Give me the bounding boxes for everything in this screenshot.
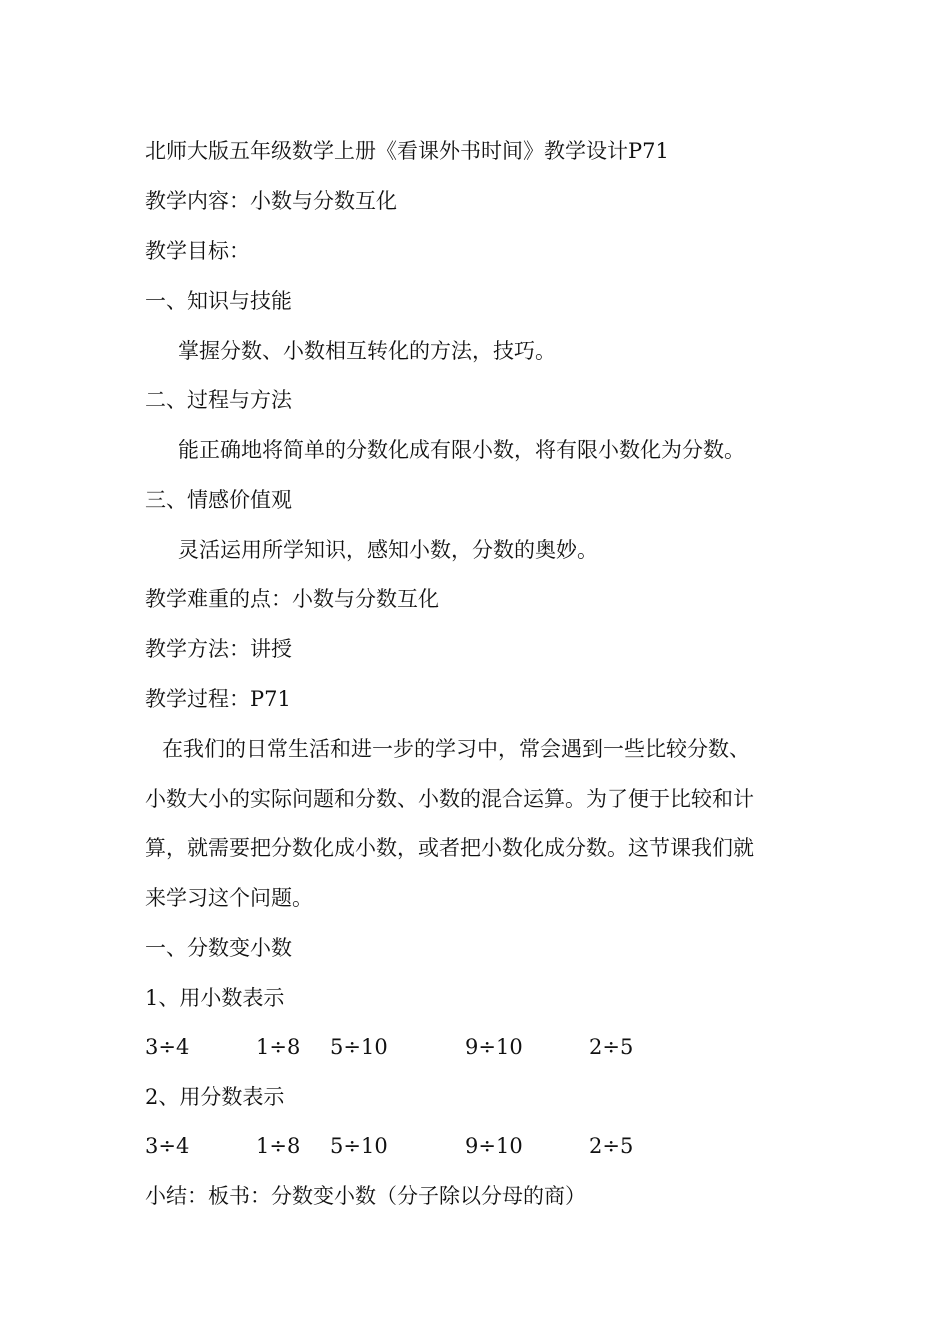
summary-line: 小结：板书：分数变小数（分子除以分母的商） (145, 1184, 586, 1208)
intro-line-2: 小数大小的实际问题和分数、小数的混合运算。为了便于比较和计 (145, 787, 754, 811)
content-line: 教学内容：小数与分数互化 (145, 189, 397, 213)
item2-expressions (0, 1131, 950, 1161)
expression: 2÷5 (589, 1134, 634, 1158)
expression: 2÷5 (589, 1035, 634, 1059)
expression: 3÷4 (145, 1035, 190, 1059)
item2-heading: 2、用分数表示 (145, 1085, 285, 1109)
section1-heading: 一、知识与技能 (145, 289, 292, 313)
part1-heading: 一、分数变小数 (145, 936, 292, 960)
item1-heading: 1、用小数表示 (145, 986, 285, 1010)
intro-line-3: 算，就需要把分数化成小数，或者把小数化成分数。这节课我们就 (145, 836, 754, 860)
expression: 5÷10 (330, 1035, 388, 1059)
item1-expressions (0, 1032, 950, 1062)
difficulty-line: 教学难重的点：小数与分数互化 (145, 587, 439, 611)
section1-text: 掌握分数、小数相互转化的方法，技巧。 (178, 339, 556, 363)
section2-heading: 二、过程与方法 (145, 388, 292, 412)
document-title: 北师大版五年级数学上册《看课外书时间》教学设计P71 (145, 139, 669, 163)
expression: 1÷8 (256, 1035, 301, 1059)
expression: 9÷10 (465, 1134, 523, 1158)
expression: 3÷4 (145, 1134, 190, 1158)
expression: 1÷8 (256, 1134, 301, 1158)
intro-line-1: 在我们的日常生活和进一步的学习中，常会遇到一些比较分数、 (162, 737, 750, 761)
section3-text: 灵活运用所学知识，感知小数，分数的奥妙。 (178, 538, 598, 562)
process-line: 教学过程：P71 (145, 687, 291, 711)
objectives-heading: 教学目标： (145, 239, 250, 263)
expression: 5÷10 (330, 1134, 388, 1158)
section3-heading: 三、情感价值观 (145, 488, 292, 512)
expression: 9÷10 (465, 1035, 523, 1059)
intro-line-4: 来学习这个问题。 (145, 886, 313, 910)
section2-text: 能正确地将简单的分数化成有限小数，将有限小数化为分数。 (178, 438, 745, 462)
method-line: 教学方法：讲授 (145, 637, 292, 661)
